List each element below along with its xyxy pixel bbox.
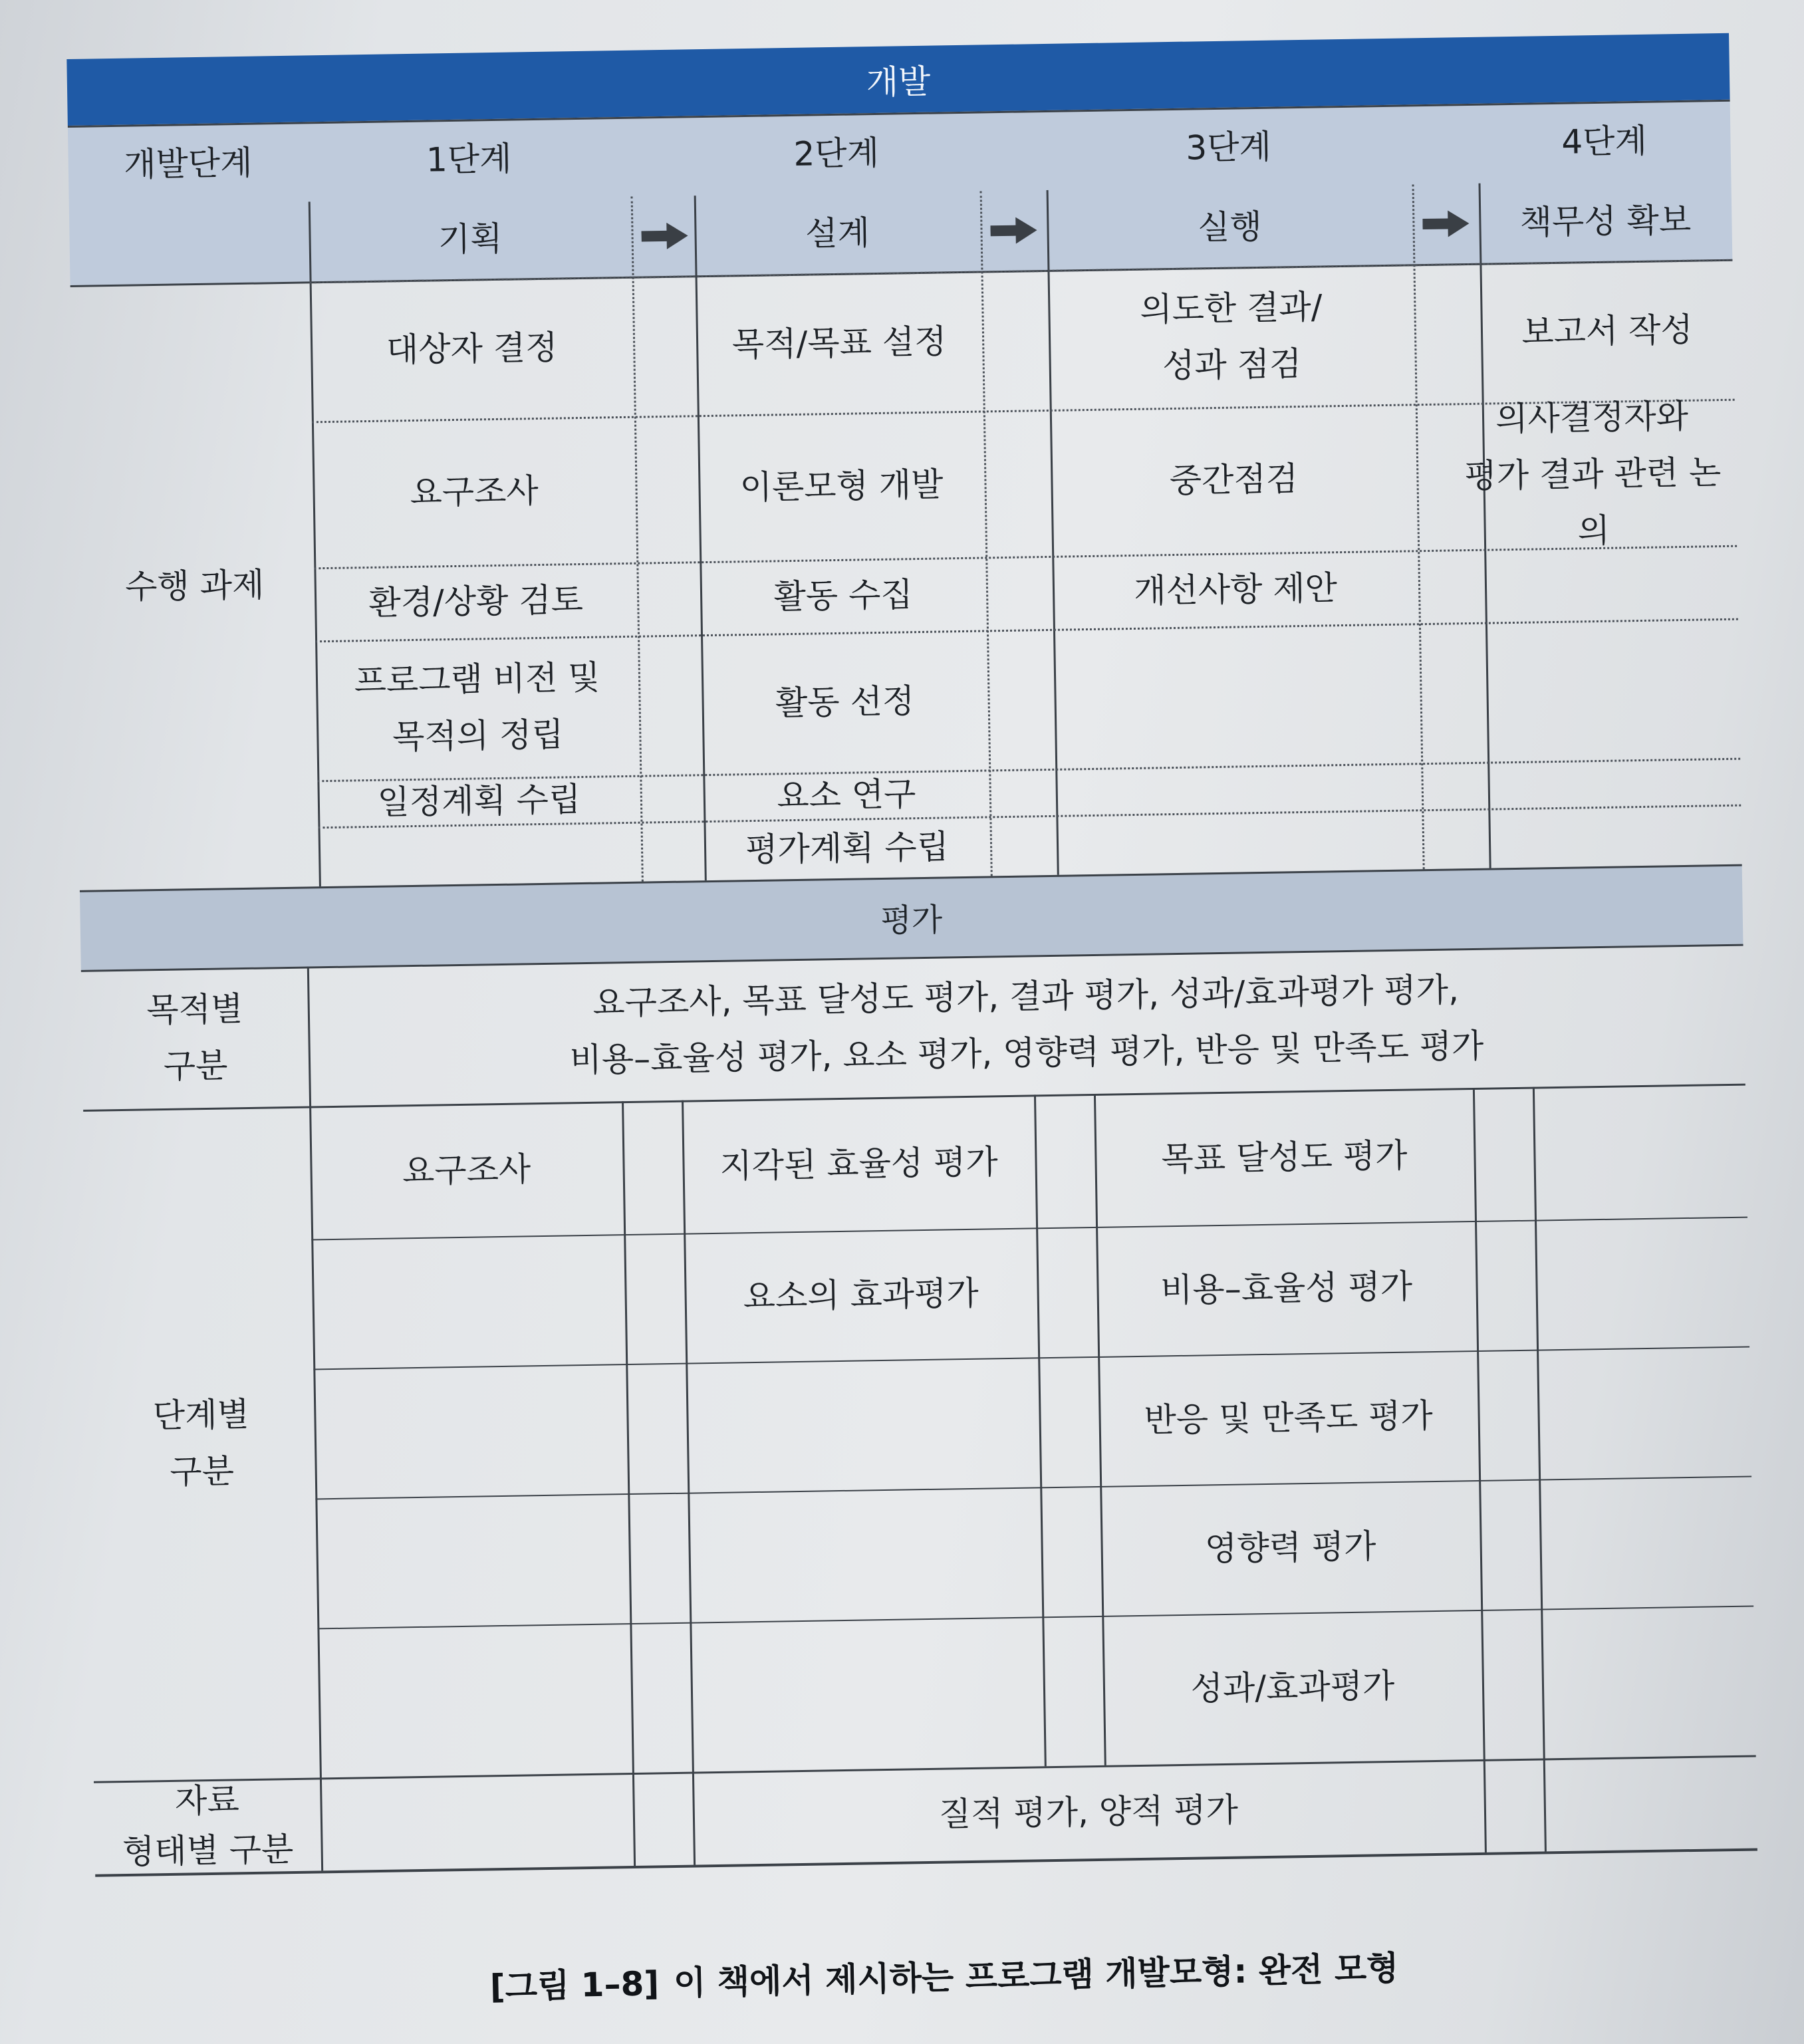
stagewise-stage3-item: 영향력 평가 [1204, 1527, 1376, 1569]
stagewise-stage2-item: 지각된 효율성 평가 [719, 1142, 999, 1186]
task-stage3-item: 개선사항 제안 [1133, 568, 1338, 610]
datatype-evaluations: 질적 평가, 양적 평가 [938, 1790, 1239, 1834]
phase-accountability: 책무성 확보 [1519, 200, 1692, 242]
stagewise-stage3-item: 반응 및 만족도 평가 [1144, 1396, 1434, 1440]
dev-stage-label: 개발단계 [123, 143, 253, 184]
task-stage1-item: 대상자 결정 [386, 328, 558, 370]
task-stage2-item: 활동 선정 [775, 681, 915, 722]
purpose-label: 목적별 구분 [146, 989, 243, 1086]
figure-caption [412, 1934, 1477, 2015]
model-table [27, 20, 1757, 1882]
right-arrow-icon [990, 217, 1037, 244]
development-header: 개발 [66, 33, 1730, 126]
task-stage1-item: 요구조사 [410, 471, 539, 512]
stagewise-stage3-item: 목표 달성도 평가 [1161, 1136, 1408, 1178]
figure-number: [그림 1–8] [489, 1964, 660, 2007]
task-stage1-item: 일정계획 수립 [377, 779, 581, 822]
task-stage2-item: 목적/목표 설정 [731, 321, 947, 364]
figure-caption-text: 이 책에서 제시하는 프로그램 개발모형: 완전 모형 [673, 1948, 1399, 2003]
stage-3-label: 3단계 [1185, 127, 1272, 168]
stage-1-label: 1단계 [426, 139, 512, 180]
task-stage3-item: 의도한 결과/ 성과 점검 [1139, 287, 1323, 386]
datatype-label: 자료 형태별 구분 [122, 1781, 294, 1872]
task-stage2-item: 평가계획 수립 [745, 827, 950, 869]
stagewise-stage3-item: 성과/효과평가 [1190, 1666, 1395, 1708]
phase-implementation: 실행 [1197, 207, 1263, 247]
task-stage2-item: 활동 수집 [773, 575, 914, 616]
evaluation-header: 평가 [80, 864, 1743, 970]
program-development-model-figure [27, 20, 1757, 1882]
task-stage2-item: 요소 연구 [776, 774, 916, 815]
right-arrow-icon [641, 222, 688, 249]
stage-4-label: 4단계 [1561, 121, 1648, 162]
stagewise-label: 단계별 구분 [152, 1394, 250, 1491]
task-stage1-item: 환경/상황 검토 [368, 580, 584, 622]
right-arrow-icon [1422, 210, 1470, 237]
purpose-evaluations: 요구조사, 목표 달성도 평가, 결과 평가, 성과/효과평가 평가, 비용–효율성 평가, 요소 평가, 영향력 평가, 반응 및 만족도 평가 [569, 970, 1484, 1080]
task-stage4-item: 의사결정자와 평가 결과 관련 논의 [1464, 396, 1722, 550]
phase-planning: 기획 [438, 219, 503, 259]
tasks-label: 수행 과제 [124, 565, 265, 606]
task-stage1-item: 프로그램 비전 및 목적의 정립 [354, 658, 600, 757]
task-stage2-item: 이론모형 개발 [739, 464, 944, 507]
phase-design: 설계 [805, 213, 870, 253]
stagewise-stage1-item: 요구조사 [402, 1149, 531, 1190]
stage-2-label: 2단계 [793, 133, 880, 174]
task-stage3-item: 중간점검 [1169, 459, 1299, 500]
stagewise-stage3-item: 비용–효율성 평가 [1160, 1267, 1413, 1310]
stagewise-stage2-item: 요소의 효과평가 [743, 1273, 979, 1317]
task-stage4-item: 보고서 작성 [1521, 310, 1694, 352]
